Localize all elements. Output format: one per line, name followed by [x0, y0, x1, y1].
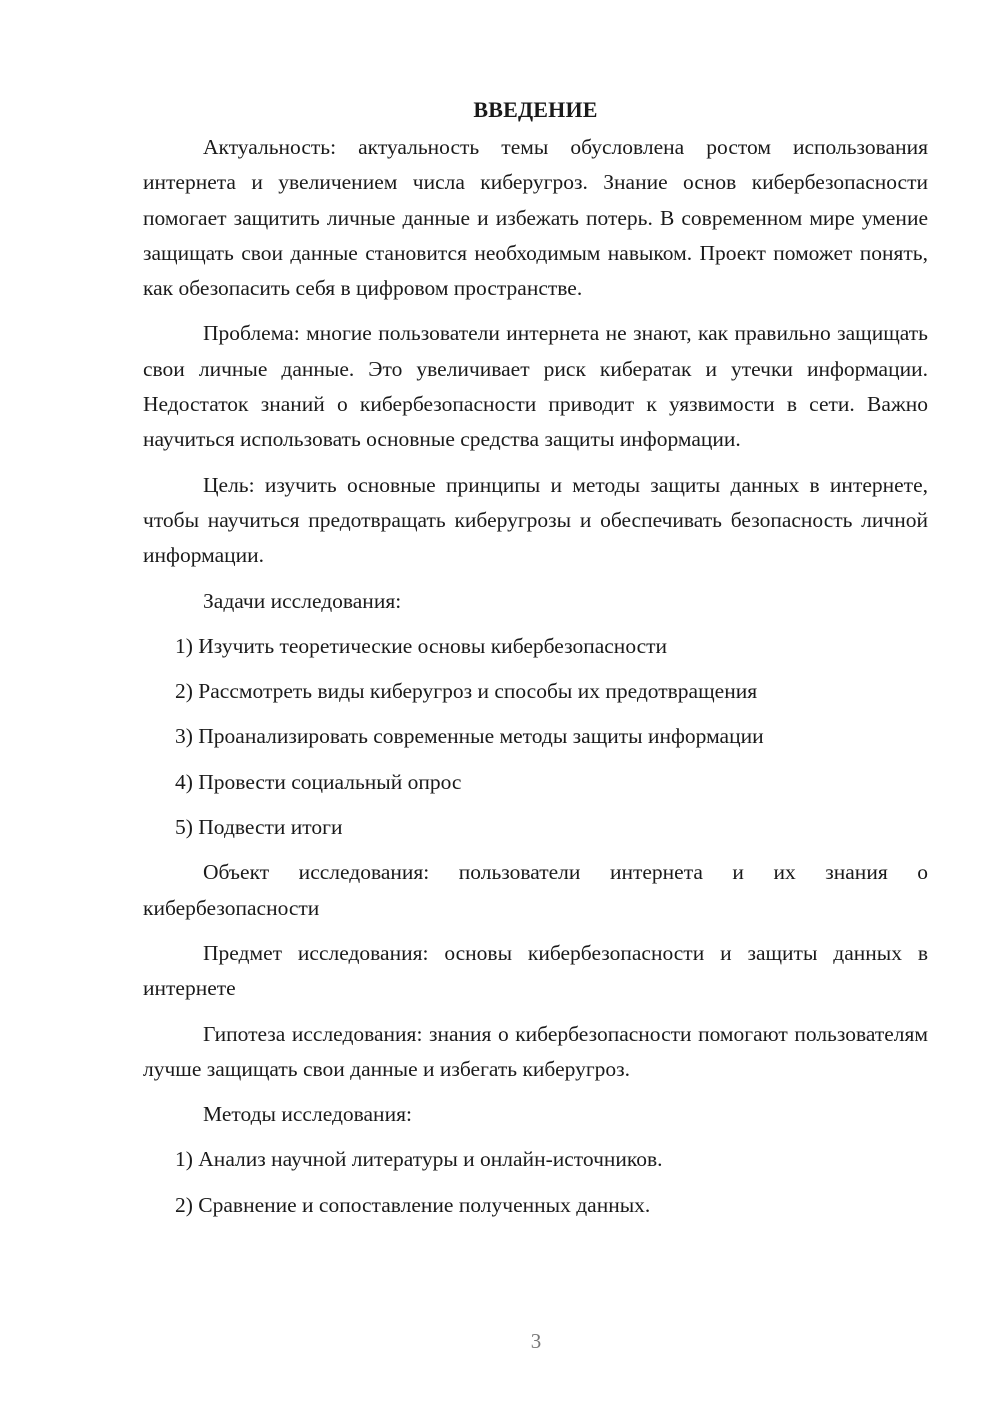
- methods-heading: Методы исследования:: [203, 1102, 412, 1127]
- problem-paragraph: Проблема: многие пользователи интернета не знают, как правильно защищать свои личные данные. Это увеличивает риск кибератак и утечки информации. Недостаток знаний о кибербезопасности приводит к уязвимости в сети. Важно научиться использовать основные средства защиты информации.: [143, 321, 928, 452]
- object-paragraph: Объект исследования: пользователи интернета и их знания о кибербезопасности: [143, 860, 928, 920]
- task-item: 3) Проанализировать современные методы защиты информации: [175, 724, 764, 749]
- task-item: 4) Провести социальный опрос: [175, 769, 462, 794]
- task-item: 1) Изучить теоретические основы кибербезопасности: [175, 633, 668, 658]
- tasks-heading: Задачи исследования:: [203, 588, 402, 613]
- goal-paragraph: Цель: изучить основные принципы и методы защиты данных в интернете, чтобы научиться предотвращать киберугрозы и обеспечивать безопасность личной информации.: [143, 472, 928, 568]
- document-page: [143, 92, 928, 1233]
- tasks-list: [143, 629, 928, 845]
- task-item: 2) Рассмотреть виды киберугроз и способы их предотвращения: [175, 679, 758, 704]
- methods-list: [143, 1142, 928, 1223]
- task-item: 5) Подвести итоги: [175, 815, 343, 840]
- section-title: ВВЕДЕНИЕ: [473, 97, 598, 122]
- subject-paragraph: Предмет исследования: основы кибербезопасности и защиты данных в интернете: [143, 940, 928, 1001]
- method-item: 1) Анализ научной литературы и онлайн-источников.: [175, 1147, 663, 1172]
- page-number: 3: [530, 1329, 542, 1353]
- hypothesis-paragraph: Гипотеза исследования: знания о кибербезопасности помогают пользователям лучше защищать свои данные и избегать киберугроз.: [143, 1021, 928, 1081]
- relevance-paragraph: Актуальность: актуальность темы обусловлена ростом использования интернета и увеличением числа киберугроз. Знание основ кибербезопасности помогает защитить личные данные и избежать потерь. В современном мире умение защищать свои данные становится необходимым навыком. Проект поможет понять, как обезопасить себя в цифровом пространстве.: [143, 135, 928, 301]
- method-item: 2) Сравнение и сопоставление полученных данных.: [175, 1192, 651, 1217]
